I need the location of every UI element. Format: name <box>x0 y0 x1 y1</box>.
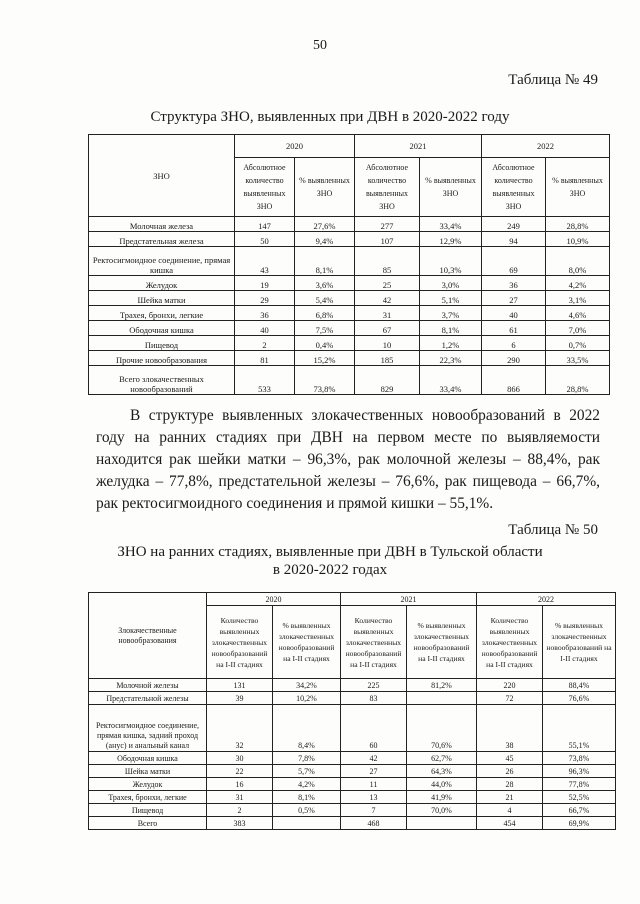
count-cell: 2 <box>207 804 273 817</box>
percent-cell: 5,4% <box>295 291 355 306</box>
count-cell: 147 <box>235 217 295 232</box>
percent-cell: 0,4% <box>295 336 355 351</box>
percent-cell: 44,0% <box>407 778 477 791</box>
table-50-col-pct: % выявленных злокачественных новообразований на I-II стадиях <box>407 606 477 679</box>
count-cell: 454 <box>477 817 543 830</box>
count-cell: 22 <box>207 765 273 778</box>
table-row <box>89 351 610 366</box>
count-cell: 31 <box>355 306 420 321</box>
count-cell: 60 <box>341 705 407 752</box>
table-row <box>89 247 610 276</box>
count-cell: 40 <box>235 321 295 336</box>
table-49-year-2022: 2022 <box>482 135 610 158</box>
percent-cell: 8,1% <box>420 321 482 336</box>
percent-cell: 10,2% <box>273 692 341 705</box>
percent-cell: 22,3% <box>420 351 482 366</box>
percent-cell: 10,9% <box>546 232 610 247</box>
count-cell: 45 <box>477 752 543 765</box>
table-50-col-count: Количество выявленных злокачественных новообразований на I-II стадиях <box>477 606 543 679</box>
table-49-col-abs: Абсолютное количество выявленных ЗНО <box>355 158 420 217</box>
count-cell: 533 <box>235 366 295 395</box>
count-cell: 29 <box>235 291 295 306</box>
table-row <box>89 778 616 791</box>
row-name: Предстательная железа <box>89 232 235 247</box>
percent-cell: 7,5% <box>295 321 355 336</box>
row-name: Пищевод <box>89 804 207 817</box>
percent-cell: 1,2% <box>420 336 482 351</box>
count-cell: 38 <box>477 705 543 752</box>
percent-cell: 10,3% <box>420 247 482 276</box>
row-name: Трахея, бронхи, легкие <box>89 791 207 804</box>
row-name: Шейка матки <box>89 765 207 778</box>
percent-cell: 62,7% <box>407 752 477 765</box>
percent-cell: 5,1% <box>420 291 482 306</box>
percent-cell: 6,8% <box>295 306 355 321</box>
count-cell: 81 <box>235 351 295 366</box>
row-name: Желудок <box>89 778 207 791</box>
table-row <box>89 217 610 232</box>
row-name: Желудок <box>89 276 235 291</box>
percent-cell: 88,4% <box>543 679 616 692</box>
count-cell: 30 <box>207 752 273 765</box>
count-cell: 36 <box>482 276 546 291</box>
table-50-year-2020: 2020 <box>207 593 341 606</box>
count-cell: 42 <box>355 291 420 306</box>
table-row <box>89 276 610 291</box>
table-50-title-line1: ЗНО на ранних стадиях, выявленные при ДВН в Тульской области <box>117 544 543 560</box>
table-row <box>89 752 616 765</box>
count-cell: 27 <box>482 291 546 306</box>
table-50-col-count: Количество выявленных злокачественных новообразований на I-II стадиях <box>341 606 407 679</box>
percent-cell: 55,1% <box>543 705 616 752</box>
count-cell: 83 <box>341 692 407 705</box>
table-49-label: Таблица № 49 <box>508 72 598 88</box>
row-name: Молочной железы <box>89 679 207 692</box>
percent-cell: 96,3% <box>543 765 616 778</box>
row-name: Шейка матки <box>89 291 235 306</box>
row-name: Трахея, бронхи, легкие <box>89 306 235 321</box>
row-name: Предстательной железы <box>89 692 207 705</box>
row-name: Молочная железа <box>89 217 235 232</box>
percent-cell: 5,7% <box>273 765 341 778</box>
table-50-title <box>80 543 580 579</box>
percent-cell: 8,1% <box>295 247 355 276</box>
percent-cell: 34,2% <box>273 679 341 692</box>
count-cell: 25 <box>355 276 420 291</box>
count-cell: 383 <box>207 817 273 830</box>
percent-cell: 64,3% <box>407 765 477 778</box>
count-cell: 85 <box>355 247 420 276</box>
count-cell: 32 <box>207 705 273 752</box>
count-cell: 50 <box>235 232 295 247</box>
count-cell: 249 <box>482 217 546 232</box>
table-50-col-count: Количество выявленных злокачественных новообразований на I-II стадиях <box>207 606 273 679</box>
percent-cell: 28,8% <box>546 366 610 395</box>
percent-cell: 77,8% <box>543 778 616 791</box>
table-row <box>89 232 610 247</box>
table-row <box>89 817 616 830</box>
table-49-col-pct: % выявленных ЗНО <box>546 158 610 217</box>
percent-cell: 27,6% <box>295 217 355 232</box>
table-49-col-abs: Абсолютное количество выявленных ЗНО <box>482 158 546 217</box>
percent-cell: 4,6% <box>546 306 610 321</box>
count-cell: 225 <box>341 679 407 692</box>
count-cell: 43 <box>235 247 295 276</box>
count-cell: 19 <box>235 276 295 291</box>
percent-cell: 8,4% <box>273 705 341 752</box>
count-cell: 7 <box>341 804 407 817</box>
table-49-title: Структура ЗНО, выявленных при ДВН в 2020-2022 году <box>150 109 510 125</box>
row-name: Всего злокачественных новообразований <box>89 366 235 395</box>
percent-cell: 3,6% <box>295 276 355 291</box>
page-number: 50 <box>313 38 327 53</box>
count-cell: 26 <box>477 765 543 778</box>
percent-cell: 73,8% <box>543 752 616 765</box>
row-name: Всего <box>89 817 207 830</box>
count-cell: 69 <box>482 247 546 276</box>
count-cell: 40 <box>482 306 546 321</box>
percent-cell: 4,2% <box>273 778 341 791</box>
count-cell: 10 <box>355 336 420 351</box>
percent-cell: 52,5% <box>543 791 616 804</box>
table-50-col-pct: % выявленных злокачественных новообразований на I-II стадиях <box>543 606 616 679</box>
count-cell: 866 <box>482 366 546 395</box>
count-cell: 2 <box>235 336 295 351</box>
count-cell: 67 <box>355 321 420 336</box>
table-row <box>89 791 616 804</box>
percent-cell: 41,9% <box>407 791 477 804</box>
table-row <box>89 705 616 752</box>
count-cell: 185 <box>355 351 420 366</box>
table-50 <box>88 592 616 830</box>
table-row <box>89 306 610 321</box>
percent-cell: 70,6% <box>407 705 477 752</box>
percent-cell: 4,2% <box>546 276 610 291</box>
table-row <box>89 692 616 705</box>
row-name: Ободочная кишка <box>89 321 235 336</box>
table-50-year-2022: 2022 <box>477 593 616 606</box>
count-cell: 829 <box>355 366 420 395</box>
table-50-col-pct: % выявленных злокачественных новообразований на I-II стадиях <box>273 606 341 679</box>
percent-cell <box>407 692 477 705</box>
row-name: Ректосигмоидное соединение, прямая кишка, задний проход (анус) и анальный канал <box>89 705 207 752</box>
table-row <box>89 321 610 336</box>
count-cell: 31 <box>207 791 273 804</box>
count-cell: 16 <box>207 778 273 791</box>
percent-cell: 0,7% <box>546 336 610 351</box>
percent-cell <box>407 817 477 830</box>
percent-cell: 3,0% <box>420 276 482 291</box>
count-cell: 42 <box>341 752 407 765</box>
percent-cell: 7,8% <box>273 752 341 765</box>
table-50-year-2021: 2021 <box>341 593 477 606</box>
count-cell: 36 <box>235 306 295 321</box>
percent-cell: 15,2% <box>295 351 355 366</box>
percent-cell: 8,1% <box>273 791 341 804</box>
count-cell: 13 <box>341 791 407 804</box>
table-49-col-pct: % выявленных ЗНО <box>295 158 355 217</box>
percent-cell: 28,8% <box>546 217 610 232</box>
percent-cell: 33,5% <box>546 351 610 366</box>
percent-cell: 73,8% <box>295 366 355 395</box>
count-cell: 61 <box>482 321 546 336</box>
table-50-label: Таблица № 50 <box>508 522 598 538</box>
count-cell: 21 <box>477 791 543 804</box>
count-cell: 11 <box>341 778 407 791</box>
count-cell: 290 <box>482 351 546 366</box>
count-cell: 468 <box>341 817 407 830</box>
table-row <box>89 804 616 817</box>
percent-cell: 76,6% <box>543 692 616 705</box>
body-paragraph: В структуре выявленных злокачественных новообразований в 2022 году на ранних стадиях при ДВН на первом месте по выявляемости находится рак шейки матки – 96,3%, рак молочной железы – 88,4%, рак желудка – 77,8%, предстательной железы – 76,6%, рак пищевода – 66,7%, рак ректосигмоидного соединения и прямой кишки – 55,1%. <box>96 407 600 512</box>
percent-cell: 3,1% <box>546 291 610 306</box>
percent-cell: 66,7% <box>543 804 616 817</box>
percent-cell: 9,4% <box>295 232 355 247</box>
row-name: Ректосигмоидное соединение, прямая кишка <box>89 247 235 276</box>
table-row <box>89 336 610 351</box>
percent-cell: 12,9% <box>420 232 482 247</box>
table-row <box>89 291 610 306</box>
percent-cell: 33,4% <box>420 217 482 232</box>
count-cell: 277 <box>355 217 420 232</box>
table-50-row-header: Злокачественные новообразования <box>89 593 207 679</box>
table-row <box>89 765 616 778</box>
table-49-row-header: ЗНО <box>89 135 235 217</box>
row-name: Пищевод <box>89 336 235 351</box>
percent-cell: 81,2% <box>407 679 477 692</box>
row-name: Прочие новообразования <box>89 351 235 366</box>
percent-cell: 0,5% <box>273 804 341 817</box>
table-49-year-2020: 2020 <box>235 135 355 158</box>
percent-cell: 3,7% <box>420 306 482 321</box>
percent-cell: 69,9% <box>543 817 616 830</box>
row-name: Ободочная кишка <box>89 752 207 765</box>
table-row <box>89 366 610 395</box>
table-50-title-line2: в 2020-2022 годах <box>272 562 388 578</box>
count-cell: 72 <box>477 692 543 705</box>
table-49 <box>88 134 610 395</box>
table-49-col-abs: Абсолютное количество выявленных ЗНО <box>235 158 295 217</box>
percent-cell: 33,4% <box>420 366 482 395</box>
count-cell: 131 <box>207 679 273 692</box>
count-cell: 27 <box>341 765 407 778</box>
table-49-year-2021: 2021 <box>355 135 482 158</box>
percent-cell: 70,0% <box>407 804 477 817</box>
count-cell: 28 <box>477 778 543 791</box>
count-cell: 6 <box>482 336 546 351</box>
count-cell: 107 <box>355 232 420 247</box>
count-cell: 220 <box>477 679 543 692</box>
count-cell: 39 <box>207 692 273 705</box>
count-cell: 4 <box>477 804 543 817</box>
table-row <box>89 679 616 692</box>
count-cell: 94 <box>482 232 546 247</box>
percent-cell: 8,0% <box>546 247 610 276</box>
percent-cell: 7,0% <box>546 321 610 336</box>
table-49-col-pct: % выявленных ЗНО <box>420 158 482 217</box>
percent-cell <box>273 817 341 830</box>
